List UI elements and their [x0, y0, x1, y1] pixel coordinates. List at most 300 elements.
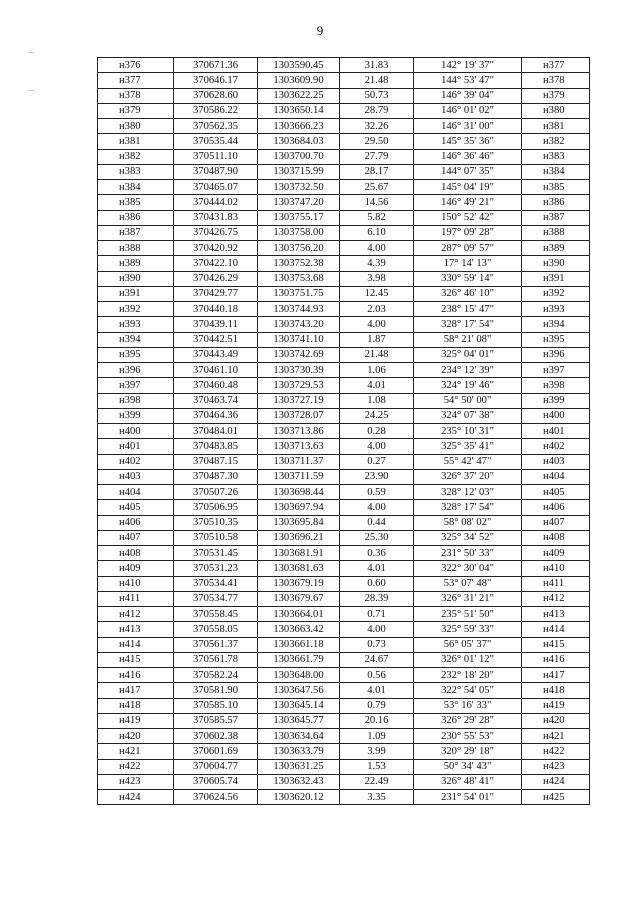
point-to-cell: н384: [522, 164, 590, 179]
x-coordinate-cell: 370586.22: [174, 103, 258, 118]
table-row: [98, 668, 590, 683]
point-from-cell: н379: [98, 103, 174, 118]
point-to-cell: н424: [522, 774, 590, 789]
y-coordinate-cell: 1303715.99: [258, 164, 340, 179]
y-coordinate-cell: 1303645.77: [258, 713, 340, 728]
distance-cell: 28.17: [340, 164, 414, 179]
table-row: [98, 546, 590, 561]
x-coordinate-cell: 370510.58: [174, 530, 258, 545]
distance-cell: 50.73: [340, 88, 414, 103]
direction-angle-cell: 324° 19' 46": [414, 378, 522, 393]
y-coordinate-cell: 1303755.17: [258, 210, 340, 225]
point-to-cell: н407: [522, 515, 590, 530]
direction-angle-cell: 55° 42' 47": [414, 454, 522, 469]
table-row: [98, 622, 590, 637]
y-coordinate-cell: 1303742.69: [258, 347, 340, 362]
direction-angle-cell: 328° 17' 54": [414, 500, 522, 515]
direction-angle-cell: 197° 09' 28": [414, 225, 522, 240]
point-from-cell: н408: [98, 546, 174, 561]
x-coordinate-cell: 370510.35: [174, 515, 258, 530]
distance-cell: 0.28: [340, 424, 414, 439]
x-coordinate-cell: 370487.15: [174, 454, 258, 469]
point-to-cell: н388: [522, 225, 590, 240]
direction-angle-cell: 322° 30' 04": [414, 561, 522, 576]
distance-cell: 28.39: [340, 591, 414, 606]
table-row: [98, 119, 590, 134]
y-coordinate-cell: 1303695.84: [258, 515, 340, 530]
direction-angle-cell: 56° 05' 37": [414, 637, 522, 652]
point-to-cell: н421: [522, 729, 590, 744]
distance-cell: 4.01: [340, 378, 414, 393]
point-to-cell: н381: [522, 119, 590, 134]
point-from-cell: н388: [98, 241, 174, 256]
distance-cell: 3.99: [340, 744, 414, 759]
distance-cell: 0.44: [340, 515, 414, 530]
distance-cell: 4.00: [340, 317, 414, 332]
y-coordinate-cell: 1303664.01: [258, 607, 340, 622]
distance-cell: 1.09: [340, 729, 414, 744]
table-row: [98, 180, 590, 195]
y-coordinate-cell: 1303729.53: [258, 378, 340, 393]
table-row: [98, 210, 590, 225]
direction-angle-cell: 235° 10' 31": [414, 424, 522, 439]
point-from-cell: н414: [98, 637, 174, 652]
y-coordinate-cell: 1303696.21: [258, 530, 340, 545]
point-from-cell: н411: [98, 591, 174, 606]
point-to-cell: н418: [522, 683, 590, 698]
y-coordinate-cell: 1303681.91: [258, 546, 340, 561]
point-to-cell: н419: [522, 698, 590, 713]
table-row: [98, 515, 590, 530]
distance-cell: 0.36: [340, 546, 414, 561]
point-to-cell: н377: [522, 58, 590, 73]
point-to-cell: н405: [522, 485, 590, 500]
distance-cell: 2.03: [340, 302, 414, 317]
table-row: [98, 363, 590, 378]
direction-angle-cell: 146° 31' 00": [414, 119, 522, 134]
page-number: 9: [316, 23, 324, 38]
x-coordinate-cell: 370558.05: [174, 622, 258, 637]
point-to-cell: н390: [522, 256, 590, 271]
distance-cell: 0.59: [340, 485, 414, 500]
y-coordinate-cell: 1303713.86: [258, 424, 340, 439]
distance-cell: 24.67: [340, 652, 414, 667]
direction-angle-cell: 328° 17' 54": [414, 317, 522, 332]
table-row: [98, 225, 590, 240]
point-from-cell: н424: [98, 790, 174, 805]
distance-cell: 27.79: [340, 149, 414, 164]
distance-cell: 4.00: [340, 622, 414, 637]
point-from-cell: н398: [98, 393, 174, 408]
point-to-cell: н408: [522, 530, 590, 545]
point-to-cell: н394: [522, 317, 590, 332]
point-from-cell: н405: [98, 500, 174, 515]
distance-cell: 20.16: [340, 713, 414, 728]
direction-angle-cell: 230° 55' 53": [414, 729, 522, 744]
point-to-cell: н417: [522, 668, 590, 683]
point-to-cell: н401: [522, 424, 590, 439]
y-coordinate-cell: 1303661.18: [258, 637, 340, 652]
x-coordinate-cell: 370671.36: [174, 58, 258, 73]
coordinates-table: [97, 57, 590, 805]
point-from-cell: н413: [98, 622, 174, 637]
direction-angle-cell: 325° 34' 52": [414, 530, 522, 545]
x-coordinate-cell: 370535.44: [174, 134, 258, 149]
distance-cell: 4.00: [340, 241, 414, 256]
y-coordinate-cell: 1303756.20: [258, 241, 340, 256]
table-row: [98, 347, 590, 362]
y-coordinate-cell: 1303728.07: [258, 408, 340, 423]
point-to-cell: н397: [522, 363, 590, 378]
direction-angle-cell: 50° 34' 43": [414, 759, 522, 774]
direction-angle-cell: 146° 36' 46": [414, 149, 522, 164]
point-from-cell: н423: [98, 774, 174, 789]
point-to-cell: н379: [522, 88, 590, 103]
direction-angle-cell: 231° 54' 01": [414, 790, 522, 805]
direction-angle-cell: 238° 15' 47": [414, 302, 522, 317]
y-coordinate-cell: 1303648.00: [258, 668, 340, 683]
point-from-cell: н416: [98, 668, 174, 683]
table-row: [98, 713, 590, 728]
x-coordinate-cell: 370464.36: [174, 408, 258, 423]
table-row: [98, 729, 590, 744]
point-from-cell: н399: [98, 408, 174, 423]
point-to-cell: н403: [522, 454, 590, 469]
y-coordinate-cell: 1303758.00: [258, 225, 340, 240]
y-coordinate-cell: 1303730.39: [258, 363, 340, 378]
y-coordinate-cell: 1303743.20: [258, 317, 340, 332]
x-coordinate-cell: 370585.10: [174, 698, 258, 713]
table-row: [98, 530, 590, 545]
distance-cell: 22.49: [340, 774, 414, 789]
x-coordinate-cell: 370628.60: [174, 88, 258, 103]
table-row: [98, 302, 590, 317]
distance-cell: 4.39: [340, 256, 414, 271]
point-from-cell: н412: [98, 607, 174, 622]
point-from-cell: н419: [98, 713, 174, 728]
point-to-cell: н406: [522, 500, 590, 515]
direction-angle-cell: 54° 50' 00": [414, 393, 522, 408]
point-from-cell: н378: [98, 88, 174, 103]
y-coordinate-cell: 1303666.23: [258, 119, 340, 134]
point-to-cell: н391: [522, 271, 590, 286]
point-from-cell: н395: [98, 347, 174, 362]
y-coordinate-cell: 1303661.79: [258, 652, 340, 667]
y-coordinate-cell: 1303753.68: [258, 271, 340, 286]
y-coordinate-cell: 1303590.45: [258, 58, 340, 73]
direction-angle-cell: 330° 59' 14": [414, 271, 522, 286]
distance-cell: 4.01: [340, 561, 414, 576]
direction-angle-cell: 326° 29' 28": [414, 713, 522, 728]
table-row: [98, 637, 590, 652]
y-coordinate-cell: 1303711.59: [258, 469, 340, 484]
point-from-cell: н421: [98, 744, 174, 759]
x-coordinate-cell: 370646.17: [174, 73, 258, 88]
distance-cell: 0.73: [340, 637, 414, 652]
table-row: [98, 790, 590, 805]
direction-angle-cell: 326° 31' 21": [414, 591, 522, 606]
point-to-cell: н393: [522, 302, 590, 317]
distance-cell: 21.48: [340, 73, 414, 88]
point-from-cell: н404: [98, 485, 174, 500]
x-coordinate-cell: 370426.75: [174, 225, 258, 240]
distance-cell: 6.10: [340, 225, 414, 240]
x-coordinate-cell: 370463.74: [174, 393, 258, 408]
direction-angle-cell: 324° 07' 38": [414, 408, 522, 423]
table-row: [98, 607, 590, 622]
table-row: [98, 485, 590, 500]
table-row: [98, 576, 590, 591]
distance-cell: 28.79: [340, 103, 414, 118]
x-coordinate-cell: 370487.90: [174, 164, 258, 179]
point-to-cell: н414: [522, 622, 590, 637]
y-coordinate-cell: 1303684.03: [258, 134, 340, 149]
table-row: [98, 774, 590, 789]
direction-angle-cell: 17° 14' 13": [414, 256, 522, 271]
x-coordinate-cell: 370461.10: [174, 363, 258, 378]
x-coordinate-cell: 370561.37: [174, 637, 258, 652]
direction-angle-cell: 328° 12' 03": [414, 485, 522, 500]
y-coordinate-cell: 1303732.50: [258, 180, 340, 195]
point-to-cell: н412: [522, 591, 590, 606]
distance-cell: 1.06: [340, 363, 414, 378]
x-coordinate-cell: 370422.10: [174, 256, 258, 271]
point-to-cell: н389: [522, 241, 590, 256]
table-row: [98, 332, 590, 347]
distance-cell: 5.82: [340, 210, 414, 225]
table-row: [98, 454, 590, 469]
point-from-cell: н376: [98, 58, 174, 73]
direction-angle-cell: 326° 48' 41": [414, 774, 522, 789]
point-from-cell: н396: [98, 363, 174, 378]
table-row: [98, 439, 590, 454]
point-from-cell: н401: [98, 439, 174, 454]
table-row: [98, 759, 590, 774]
x-coordinate-cell: 370465.07: [174, 180, 258, 195]
x-coordinate-cell: 370581.90: [174, 683, 258, 698]
point-to-cell: н411: [522, 576, 590, 591]
point-from-cell: н382: [98, 149, 174, 164]
x-coordinate-cell: 370483.85: [174, 439, 258, 454]
table-row: [98, 469, 590, 484]
point-from-cell: н381: [98, 134, 174, 149]
distance-cell: 0.71: [340, 607, 414, 622]
point-from-cell: н415: [98, 652, 174, 667]
y-coordinate-cell: 1303697.94: [258, 500, 340, 515]
table-row: [98, 195, 590, 210]
point-from-cell: н402: [98, 454, 174, 469]
point-from-cell: н400: [98, 424, 174, 439]
y-coordinate-cell: 1303698.44: [258, 485, 340, 500]
point-to-cell: н383: [522, 149, 590, 164]
x-coordinate-cell: 370534.77: [174, 591, 258, 606]
direction-angle-cell: 150° 52' 42": [414, 210, 522, 225]
x-coordinate-cell: 370582.24: [174, 668, 258, 683]
distance-cell: 21.48: [340, 347, 414, 362]
x-coordinate-cell: 370605.74: [174, 774, 258, 789]
y-coordinate-cell: 1303620.12: [258, 790, 340, 805]
x-coordinate-cell: 370534.41: [174, 576, 258, 591]
x-coordinate-cell: 370442.51: [174, 332, 258, 347]
direction-angle-cell: 146° 39' 04": [414, 88, 522, 103]
point-to-cell: н382: [522, 134, 590, 149]
point-to-cell: н402: [522, 439, 590, 454]
point-to-cell: н425: [522, 790, 590, 805]
direction-angle-cell: 325° 35' 41": [414, 439, 522, 454]
x-coordinate-cell: 370624.56: [174, 790, 258, 805]
x-coordinate-cell: 370443.49: [174, 347, 258, 362]
point-from-cell: н385: [98, 195, 174, 210]
table-row: [98, 286, 590, 301]
point-from-cell: н420: [98, 729, 174, 744]
table-row: [98, 164, 590, 179]
y-coordinate-cell: 1303663.42: [258, 622, 340, 637]
point-from-cell: н386: [98, 210, 174, 225]
point-from-cell: н409: [98, 561, 174, 576]
distance-cell: 4.01: [340, 683, 414, 698]
point-from-cell: н417: [98, 683, 174, 698]
y-coordinate-cell: 1303713.63: [258, 439, 340, 454]
point-to-cell: н380: [522, 103, 590, 118]
distance-cell: 3.98: [340, 271, 414, 286]
direction-angle-cell: 326° 01' 12": [414, 652, 522, 667]
point-from-cell: н422: [98, 759, 174, 774]
direction-angle-cell: 325° 59' 33": [414, 622, 522, 637]
direction-angle-cell: 142° 19' 37": [414, 58, 522, 73]
y-coordinate-cell: 1303679.19: [258, 576, 340, 591]
coordinates-table-body: [98, 58, 590, 805]
y-coordinate-cell: 1303744.93: [258, 302, 340, 317]
x-coordinate-cell: 370444.02: [174, 195, 258, 210]
direction-angle-cell: 145° 04' 19": [414, 180, 522, 195]
point-to-cell: н378: [522, 73, 590, 88]
point-to-cell: н396: [522, 347, 590, 362]
direction-angle-cell: 287° 09' 57": [414, 241, 522, 256]
distance-cell: 12.45: [340, 286, 414, 301]
x-coordinate-cell: 370531.45: [174, 546, 258, 561]
x-coordinate-cell: 370601.69: [174, 744, 258, 759]
y-coordinate-cell: 1303700.70: [258, 149, 340, 164]
direction-angle-cell: 325° 04' 01": [414, 347, 522, 362]
x-coordinate-cell: 370511.10: [174, 149, 258, 164]
table-row: [98, 744, 590, 759]
point-to-cell: н423: [522, 759, 590, 774]
y-coordinate-cell: 1303681.63: [258, 561, 340, 576]
distance-cell: 25.67: [340, 180, 414, 195]
direction-angle-cell: 326° 37' 20": [414, 469, 522, 484]
x-coordinate-cell: 370431.83: [174, 210, 258, 225]
distance-cell: 24.25: [340, 408, 414, 423]
x-coordinate-cell: 370460.48: [174, 378, 258, 393]
distance-cell: 31.83: [340, 58, 414, 73]
table-row: [98, 500, 590, 515]
x-coordinate-cell: 370439.11: [174, 317, 258, 332]
table-row: [98, 73, 590, 88]
direction-angle-cell: 53° 16' 33": [414, 698, 522, 713]
direction-angle-cell: 320° 29' 18": [414, 744, 522, 759]
y-coordinate-cell: 1303609.90: [258, 73, 340, 88]
y-coordinate-cell: 1303634.64: [258, 729, 340, 744]
x-coordinate-cell: 370585.57: [174, 713, 258, 728]
direction-angle-cell: 146° 49' 21": [414, 195, 522, 210]
y-coordinate-cell: 1303752.38: [258, 256, 340, 271]
point-from-cell: н407: [98, 530, 174, 545]
distance-cell: 25.30: [340, 530, 414, 545]
distance-cell: 0.27: [340, 454, 414, 469]
direction-angle-cell: 145° 35' 36": [414, 134, 522, 149]
direction-angle-cell: 144° 53' 47": [414, 73, 522, 88]
point-from-cell: н377: [98, 73, 174, 88]
direction-angle-cell: 322° 54' 05": [414, 683, 522, 698]
direction-angle-cell: 146° 01' 02": [414, 103, 522, 118]
point-to-cell: н416: [522, 652, 590, 667]
point-to-cell: н420: [522, 713, 590, 728]
point-from-cell: н418: [98, 698, 174, 713]
table-row: [98, 683, 590, 698]
table-row: [98, 88, 590, 103]
direction-angle-cell: 144° 07' 35": [414, 164, 522, 179]
point-to-cell: н410: [522, 561, 590, 576]
table-row: [98, 424, 590, 439]
margin-mark: [28, 52, 34, 53]
point-to-cell: н392: [522, 286, 590, 301]
point-from-cell: н390: [98, 271, 174, 286]
x-coordinate-cell: 370426.29: [174, 271, 258, 286]
y-coordinate-cell: 1303631.25: [258, 759, 340, 774]
point-from-cell: н391: [98, 286, 174, 301]
y-coordinate-cell: 1303679.67: [258, 591, 340, 606]
point-from-cell: н387: [98, 225, 174, 240]
y-coordinate-cell: 1303632.43: [258, 774, 340, 789]
distance-cell: 4.00: [340, 439, 414, 454]
x-coordinate-cell: 370484.01: [174, 424, 258, 439]
table-row: [98, 591, 590, 606]
table-row: [98, 561, 590, 576]
point-from-cell: н383: [98, 164, 174, 179]
table-row: [98, 103, 590, 118]
distance-cell: 29.50: [340, 134, 414, 149]
point-from-cell: н393: [98, 317, 174, 332]
point-to-cell: н398: [522, 378, 590, 393]
table-row: [98, 241, 590, 256]
point-to-cell: н413: [522, 607, 590, 622]
distance-cell: 0.79: [340, 698, 414, 713]
point-to-cell: н404: [522, 469, 590, 484]
direction-angle-cell: 58° 08' 02": [414, 515, 522, 530]
x-coordinate-cell: 370531.23: [174, 561, 258, 576]
x-coordinate-cell: 370507.26: [174, 485, 258, 500]
point-to-cell: н387: [522, 210, 590, 225]
distance-cell: 0.56: [340, 668, 414, 683]
point-from-cell: н389: [98, 256, 174, 271]
table-row: [98, 134, 590, 149]
y-coordinate-cell: 1303647.56: [258, 683, 340, 698]
table-row: [98, 317, 590, 332]
y-coordinate-cell: 1303645.14: [258, 698, 340, 713]
point-from-cell: н380: [98, 119, 174, 134]
point-to-cell: н399: [522, 393, 590, 408]
point-to-cell: н415: [522, 637, 590, 652]
direction-angle-cell: 53° 07' 48": [414, 576, 522, 591]
table-row: [98, 408, 590, 423]
distance-cell: 3.35: [340, 790, 414, 805]
distance-cell: 4.00: [340, 500, 414, 515]
point-from-cell: н403: [98, 469, 174, 484]
distance-cell: 1.87: [340, 332, 414, 347]
x-coordinate-cell: 370561.78: [174, 652, 258, 667]
table-row: [98, 393, 590, 408]
x-coordinate-cell: 370440.18: [174, 302, 258, 317]
